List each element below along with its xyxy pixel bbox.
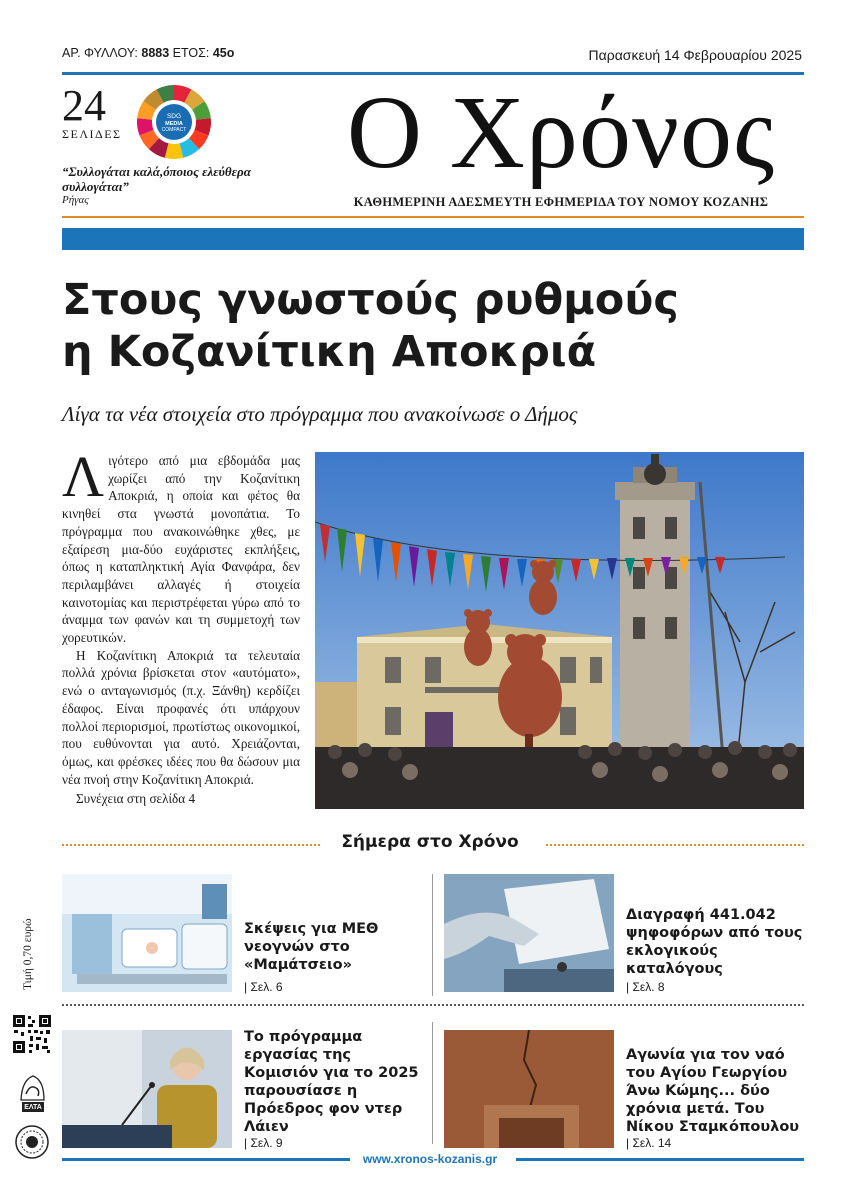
year-value: 45ο bbox=[212, 46, 235, 60]
nicu-thumbnail[interactable] bbox=[62, 874, 232, 992]
today-item-2-page: | Σελ. 8 bbox=[626, 980, 665, 994]
lead-subhead: Λίγα τα νέα στοιχεία στο πρόγραμμα που ανακοίνωσε ο Δήμος bbox=[62, 402, 578, 426]
dropcap: Λ bbox=[62, 444, 105, 509]
price-label bbox=[22, 882, 36, 992]
lead-headline-line2: η Κοζανίτικη Αποκριά bbox=[62, 327, 597, 377]
carnival-photo bbox=[315, 452, 804, 809]
footer-rule-right bbox=[516, 1158, 804, 1161]
svg-text:SDG: SDG bbox=[166, 113, 182, 120]
issue-label: ΑΡ. ΦΥΛΛΟΥ: bbox=[62, 46, 138, 60]
lead-article-body bbox=[62, 444, 300, 788]
issue-date: Παρασκευή 14 Φεβρουαρίου 2025 bbox=[588, 47, 802, 63]
row-separator bbox=[62, 1004, 804, 1006]
newspaper-tagline: ΚΑΘΗΜΕΡΙΝΗ ΑΔΕΣΜΕΥΤΗ ΕΦΗΜΕΡΙΔΑ ΤΟΥ ΝΟΜΟΥ ΚΟΖΑΝΗΣ bbox=[353, 195, 769, 209]
issue-info bbox=[62, 46, 234, 60]
von-der-leyen-thumbnail[interactable] bbox=[62, 1030, 232, 1148]
elta-label: ΕΛΤΑ bbox=[24, 1104, 42, 1111]
today-item-3-title[interactable]: Το πρόγραμμα εργασίας της Κομισιόν για το 2025 παρουσίασε η Πρόεδρος φον ντερ Λάιεν bbox=[244, 1029, 419, 1135]
elta-logo bbox=[16, 1072, 50, 1116]
website-link[interactable]: www.xronos-kozanis.gr bbox=[362, 1152, 498, 1166]
sdg-media-compact-logo bbox=[136, 84, 212, 160]
today-item-4-page: | Σελ. 14 bbox=[626, 1136, 672, 1150]
newspaper-masthead: Ο Χρόνος bbox=[346, 75, 776, 190]
lead-paragraph-1-text: ιγότερο από μια εβδομάδα μας χωρίζει από την Κοζανίτικη Αποκριά, η οποία και φέτος θα κινηθεί στα γνωστά μονοπάτια. Το πρόγραμμα που ανακοινώθηκε χθες, με εξαίρεση μια-δύο ευχάριστες εκπλήξεις, όπως η καταπληκτική Αγία Φανφάρα, δεν περιλαμβάνει αλλαγές ή στοιχεία καινοτομίας και περιστρέφεται γύρω από το άναμμα των φανών και τη συμμετοχή των χορευτικών. bbox=[62, 453, 300, 646]
motto-quote: “Συλλογάται καλά,όποιος ελεύθερα συλλογάται” bbox=[62, 164, 251, 194]
motto-author: Ρήγας bbox=[62, 194, 89, 206]
svg-text:MEDIA: MEDIA bbox=[165, 121, 183, 127]
today-section-title: Σήμερα στο Χρόνο bbox=[341, 832, 519, 852]
column-separator-bottom bbox=[432, 1022, 433, 1144]
ballot-thumbnail[interactable] bbox=[444, 874, 614, 992]
pages-label: ΣΕΛΙΔΕΣ bbox=[62, 127, 122, 141]
lead-headline-line1: Στους γνωστούς ρυθμούς bbox=[62, 275, 679, 325]
today-item-1-title[interactable]: Σκέψεις για ΜΕΘ νεογνών στο «Μαμάτσειο» bbox=[244, 921, 379, 973]
church-wall-thumbnail[interactable] bbox=[444, 1030, 614, 1148]
issue-number: 8883 bbox=[141, 46, 170, 60]
svg-text:COMPACT: COMPACT bbox=[161, 127, 187, 133]
lead-headline[interactable] bbox=[62, 274, 804, 378]
blue-band bbox=[62, 228, 804, 250]
column-separator-top bbox=[432, 874, 433, 996]
today-divider-right bbox=[546, 844, 804, 846]
pages-count: 24 bbox=[62, 81, 106, 130]
today-item-2-title[interactable]: Διαγραφή 441.042 ψηφοφόρων από τους εκλογικούς καταλόγους bbox=[626, 907, 803, 977]
year-label: ΕΤΟΣ: bbox=[172, 46, 210, 60]
orange-rule bbox=[62, 216, 804, 218]
today-item-4-title[interactable]: Αγωνία για τον ναό του Αγίου Γεωργίου Άνω Κώμης... δύο χρόνια μετά. Του Νίκου Σταμκόπουλου bbox=[626, 1047, 800, 1135]
price-text: Τιμή 0,70 ευρώ bbox=[22, 918, 34, 990]
today-item-3-page: | Σελ. 9 bbox=[244, 1136, 283, 1150]
continued-link[interactable]: Συνέχεια στη σελίδα 4 bbox=[76, 791, 196, 806]
lead-paragraph-1 bbox=[62, 444, 300, 647]
qr-code[interactable] bbox=[12, 1014, 52, 1054]
lead-paragraph-2: Η Κοζανίτικη Αποκριά τα τελευταία πολλά χρόνια βρίσκεται στον «αυτόματο», ενώ ο ανταγωνισμός (π.χ. Ξάνθη) κερδίζει έδαφος. Είναι προφανές ότι υπάρχουν πολλοί περιορισμοί, πρωτίστως οικονομικοί, που ευθύνονται για αυτό. Χρειάζονται, όμως, και φρέσκες ιδέες που θα δώσουν μια νέα πνοή στην Κοζανίτικη Αποκριά. bbox=[62, 647, 300, 787]
today-item-1-page: | Σελ. 6 bbox=[244, 980, 283, 994]
